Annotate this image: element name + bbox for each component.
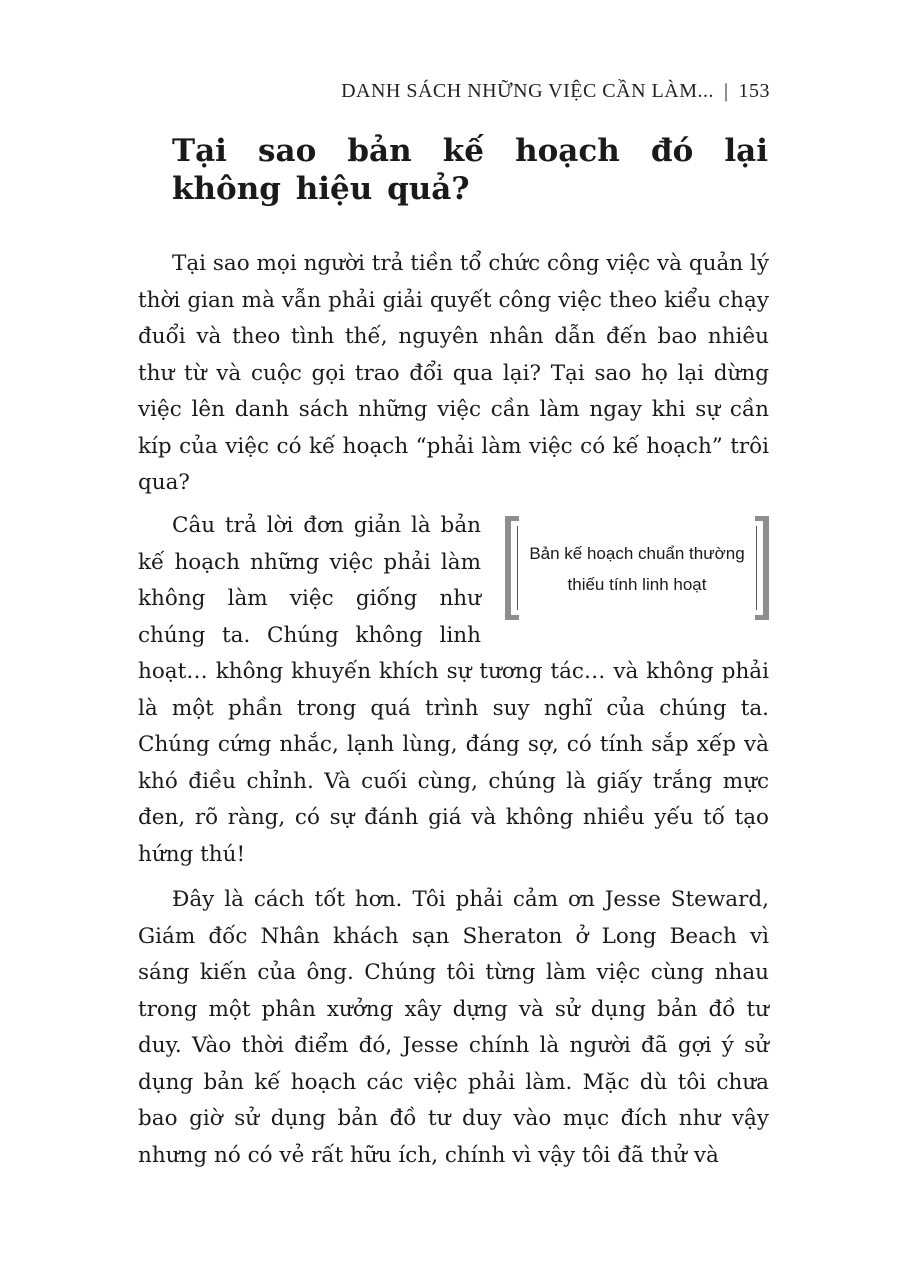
callout-text: Bản kế hoạch chuẩn thường thiếu tính linh hoạt: [529, 544, 745, 594]
running-title: DANH SÁCH NHỮNG VIỆC CẦN LÀM...: [341, 80, 714, 102]
left-rule: [517, 526, 518, 610]
paragraph: Đây là cách tốt hơn. Tôi phải cảm ơn Jesse Steward, Giám đốc Nhân khách sạn Sheraton ở Long Beach vì sáng kiến của ông. Chúng tôi từng làm việc cùng nhau trong một phân xưởng xây dựng và sử dụng bản đồ tư duy. Vào thời điểm đó, Jesse chính là người đã gợi ý sử dụng bản kế hoạch các việc phải làm. Mặc dù tôi chưa bao giờ sử dụng bản đồ tư duy vào mục đích như vậy nhưng nó có vẻ rất hữu ích, chính vì vậy tôi đã thử và: [138, 887, 769, 1168]
paragraph-block-1: [138, 246, 769, 502]
running-header: [341, 80, 770, 103]
page-number: 153: [738, 80, 770, 102]
paragraph: Câu trả lời đơn giản là bản kế hoạch những việc phải làm không làm việc giống như chúng ta. Chúng không linh hoạt… không khuyến khích sự tương tác… và không phải là một phần trong quá trình suy nghĩ của chúng ta. Chúng cứng nhắc, lạnh lùng, đáng sợ, có tính sắp xếp và khó điều chỉnh. Và cuối cùng, chúng là giấy trắng mực đen, rõ ràng, có sự đánh giá và không nhiều yếu tố tạo hứng thú!: [138, 513, 769, 867]
pull-quote-callout: [505, 516, 769, 626]
paragraph-block-3: [138, 882, 769, 1174]
paragraph-block-2: [138, 508, 769, 873]
section-title: Tại sao bản kế hoạch đó lại không hiệu quả?: [172, 133, 768, 207]
right-bracket: [755, 516, 769, 620]
paragraph: Tại sao mọi người trả tiền tổ chức công việc và quản lý thời gian mà vẫn phải giải quyết công việc theo kiểu chạy đuổi và theo tình thế, nguyên nhân dẫn đến bao nhiêu thư từ và cuộc gọi trao đổi qua lại? Tại sao họ lại dừng việc lên danh sách những việc cần làm ngay khi sự cần kíp của việc có kế hoạch “phải làm việc có kế hoạch” trôi qua?: [138, 251, 769, 495]
header-separator: |: [723, 80, 729, 102]
